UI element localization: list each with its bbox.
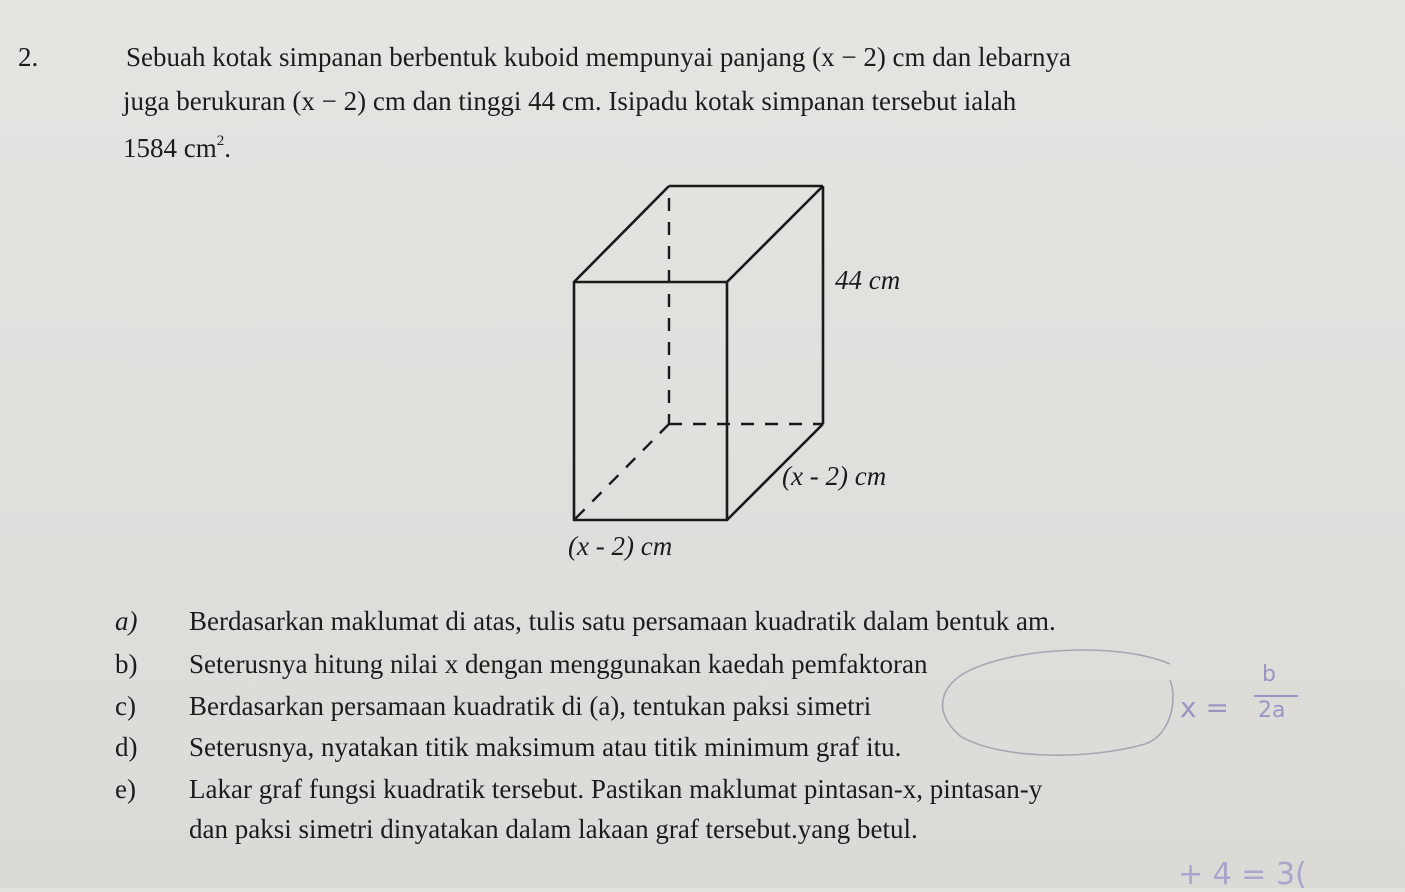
volume-end: . [224, 133, 231, 163]
handwritten-x-equals: x = [1180, 691, 1229, 724]
cuboid-hidden-bottom-left-edge [574, 424, 669, 520]
part-a-text: Berdasarkan maklumat di atas, tulis satu persamaan kuadratik dalam bentuk am. [189, 606, 1056, 636]
part-b-text: Seterusnya hitung nilai x dengan menggunakan kaedah pemfaktoran [189, 649, 928, 679]
cuboid-top-left-edge [574, 186, 669, 282]
part-b-label: b) [115, 649, 138, 679]
part-a-label: a) [115, 606, 138, 636]
question-line-1: Sebuah kotak simpanan berbentuk kuboid mempunyai panjang (x − 2) cm dan lebarnya [126, 42, 1071, 72]
part-c-text: Berdasarkan persamaan kuadratik di (a), tentukan paksi simetri [189, 691, 872, 721]
part-e-label: e) [115, 774, 136, 804]
handwritten-numerator: b [1262, 662, 1276, 687]
volume-exponent: 2 [216, 133, 225, 149]
part-e-continuation: dan paksi simetri dinyatakan dalam lakaan graf tersebut.yang betul. [189, 814, 918, 844]
question-line-2: juga berukuran (x − 2) cm dan tinggi 44 cm. Isipadu kotak simpanan tersebut ialah [123, 86, 1017, 116]
volume-value: 1584 cm [123, 133, 217, 163]
pencil-circle-mark [920, 640, 1180, 770]
question-volume [123, 134, 231, 162]
width-label: (x - 2) cm [782, 461, 887, 491]
cuboid-front-face [574, 282, 727, 520]
cuboid-top-right-edge [727, 186, 823, 282]
part-c-label: c) [115, 691, 136, 721]
part-e-text: Lakar graf fungsi kuadratik tersebut. Pastikan maklumat pintasan-x, pintasan-y [189, 774, 1043, 804]
handwritten-bottom-note: + 4 = 3( [1178, 857, 1307, 892]
part-d-label: d) [115, 732, 138, 762]
handwritten-denominator: 2a [1258, 698, 1286, 723]
part-d-text: Seterusnya, nyatakan titik maksimum atau titik minimum graf itu. [189, 732, 902, 762]
question-number: 2. [18, 42, 39, 72]
height-label: 44 cm [835, 265, 901, 295]
length-label: (x - 2) cm [568, 531, 673, 561]
